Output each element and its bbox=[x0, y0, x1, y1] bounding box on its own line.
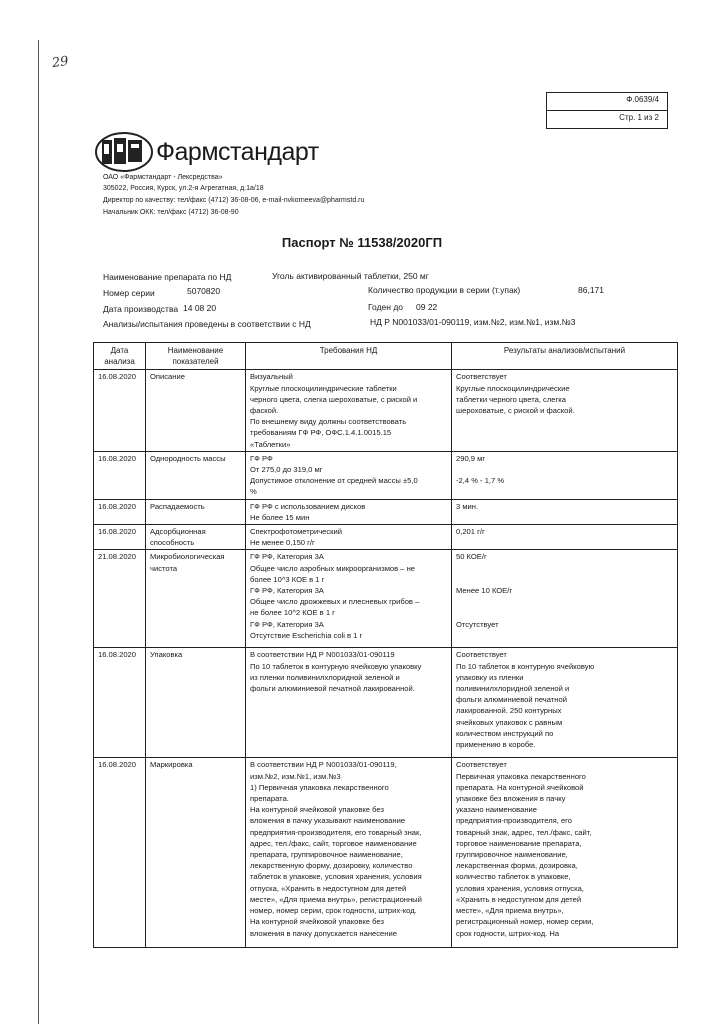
cell-line: применению в коробе. bbox=[456, 740, 536, 750]
cell-line: не более 10^2 КОЕ в 1 г bbox=[250, 608, 335, 618]
cell-line: «Хранить в недоступном для детей bbox=[456, 894, 582, 904]
cell-name bbox=[146, 550, 246, 648]
cell-date bbox=[94, 451, 146, 499]
production-date-value: 14 08 20 bbox=[183, 303, 217, 313]
cell-line: из пленки поливинилхлоридной зеленой и bbox=[250, 672, 400, 682]
cell-line: таблеток в упаковке, условия хранения, условия bbox=[250, 872, 422, 882]
cell-name bbox=[146, 499, 246, 524]
product-label: Наименование препарата по НД bbox=[103, 272, 232, 282]
cell-line: черного цвета, слегка шероховатые, с риской и bbox=[250, 394, 418, 404]
company-logo bbox=[94, 130, 319, 174]
table-row bbox=[94, 525, 678, 550]
cell-date bbox=[94, 758, 146, 948]
cell-line: Однородность массы bbox=[150, 453, 226, 463]
cell-line: товарный знак, адрес, тел./факс, сайт, bbox=[456, 827, 592, 837]
quantity-value: 86,171 bbox=[578, 285, 604, 295]
cell-line: лекарственную форму, дозировку, количество bbox=[250, 861, 413, 871]
cell-line: Общее число дрожжевых и плесневых грибов – bbox=[250, 597, 420, 607]
cell-line: ГФ РФ, Категория 3А bbox=[250, 552, 324, 562]
cell-line: упаковку из пленки bbox=[456, 672, 524, 682]
results-table bbox=[93, 342, 678, 948]
cell-line: 290,9 мг bbox=[456, 453, 486, 463]
cell-line: поливинилхлоридной зеленой и bbox=[456, 684, 570, 694]
cell-results bbox=[452, 370, 678, 451]
cell-results bbox=[452, 525, 678, 550]
table-row bbox=[94, 499, 678, 524]
cell-line: Соответствует bbox=[456, 650, 507, 660]
cell-line: лекарственная форма, дозировка, bbox=[456, 861, 578, 871]
cell-line: -2,4 % - 1,7 % bbox=[456, 476, 505, 486]
cell-line: 16.08.2020 bbox=[98, 372, 137, 382]
cell-date bbox=[94, 648, 146, 758]
cell-requirements bbox=[246, 370, 452, 451]
cell-line bbox=[456, 563, 673, 574]
cell-line: торговое наименование препарата, bbox=[456, 838, 582, 848]
cell-line: вложения в пачку допускается нанесение bbox=[250, 928, 397, 938]
cell-line: 1) Первичная упаковка лекарственного bbox=[250, 782, 389, 792]
cell-line: Менее 10 КОЕ/г bbox=[456, 586, 513, 596]
product-value: Уголь активированный таблетки, 250 мг bbox=[272, 271, 429, 281]
cell-line: более 10^3 КОЕ в 1 г bbox=[250, 574, 325, 584]
cell-line: требованиям ГФ РФ, ОФС.1.4.1.0015.15 bbox=[250, 428, 392, 438]
cell-requirements bbox=[246, 550, 452, 648]
expiry-value: 09 22 bbox=[416, 302, 438, 312]
form-code-box bbox=[546, 92, 668, 129]
cell-line bbox=[456, 574, 673, 585]
cell-requirements bbox=[246, 451, 452, 499]
analysis-standard-label: Анализы/испытания проведены в соответствии с НД bbox=[103, 319, 311, 329]
cell-date bbox=[94, 499, 146, 524]
cell-line bbox=[456, 464, 673, 475]
table-header-row bbox=[94, 343, 678, 370]
cell-line: 21.08.2020 bbox=[98, 552, 137, 562]
address-line: Начальник ОКК: тел/факс (4712) 36-08-90 bbox=[103, 209, 239, 216]
cell-line: 50 КОЕ/г bbox=[456, 552, 487, 562]
cell-line: ГФ РФ, Категория 3А bbox=[250, 619, 324, 629]
cell-line: таблетки черного цвета, слегка bbox=[456, 394, 566, 404]
cell-line: Микробиологическая bbox=[150, 552, 225, 562]
cell-line: ГФ РФ, Категория 3А bbox=[250, 586, 324, 596]
cell-line: 16.08.2020 bbox=[98, 453, 137, 463]
header-results: Результаты анализов/испытаний bbox=[452, 343, 678, 370]
cell-line: 16.08.2020 bbox=[98, 527, 137, 537]
cell-date bbox=[94, 370, 146, 451]
cell-name bbox=[146, 758, 246, 948]
cell-line: По 10 таблеток в контурную ячейковую bbox=[456, 661, 595, 671]
cell-line: способность bbox=[150, 538, 195, 548]
header-date: Дата анализа bbox=[94, 343, 146, 370]
cell-results bbox=[452, 758, 678, 948]
cell-line: Соответствует bbox=[456, 760, 507, 770]
cell-results bbox=[452, 499, 678, 524]
cell-line: Отсутствие Escherichia coli в 1 г bbox=[250, 630, 363, 640]
table-row bbox=[94, 758, 678, 948]
address-line: Директор по качеству: тел/факс (4712) 36-08-06, e-mail-nvkorneeva@pharmstd.ru bbox=[103, 197, 365, 204]
cell-line: предприятия-производителя, его товарный знак, bbox=[250, 827, 422, 837]
cell-results bbox=[452, 451, 678, 499]
expiry-label: Годен до bbox=[368, 302, 404, 312]
cell-line: Распадаемость bbox=[150, 501, 205, 511]
cell-line: номер, номер серии, срок годности, штрих-код. bbox=[250, 906, 417, 916]
cell-line: Круглые плоскоцилиндрические таблетки bbox=[250, 383, 397, 393]
cell-name bbox=[146, 451, 246, 499]
cell-line: Общее число аэробных микроорганизмов – не bbox=[250, 563, 416, 573]
cell-line: 16.08.2020 bbox=[98, 501, 137, 511]
cell-line: чистота bbox=[150, 563, 178, 573]
cell-results bbox=[452, 648, 678, 758]
cell-line: фольги алюминиевой печатной bbox=[456, 695, 567, 705]
cell-name bbox=[146, 525, 246, 550]
page-number: Стр. 1 из 2 bbox=[547, 110, 667, 128]
cell-line bbox=[456, 596, 673, 607]
cell-line: ячейковых упаковок с равным bbox=[456, 717, 563, 727]
cell-line: По внешнему виду должны соответствовать bbox=[250, 417, 407, 427]
cell-line: Соответствует bbox=[456, 372, 507, 382]
cell-line: условия хранения, условия отпуска, bbox=[456, 883, 584, 893]
cell-requirements bbox=[246, 499, 452, 524]
cell-date bbox=[94, 550, 146, 648]
cell-line: От 275,0 до 319,0 мг bbox=[250, 465, 323, 475]
cell-line: Допустимое отклонение от средней массы ±5,0 bbox=[250, 476, 418, 486]
cell-line: Не менее 0,150 г/г bbox=[250, 538, 315, 548]
cell-line: Первичная упаковка лекарственного bbox=[456, 771, 586, 781]
cell-requirements bbox=[246, 758, 452, 948]
cell-line: количеством инструкций по bbox=[456, 728, 554, 738]
cell-line: Не более 15 мин bbox=[250, 512, 310, 522]
cell-name bbox=[146, 648, 246, 758]
cell-line: группировочное наименование, bbox=[456, 850, 568, 860]
cell-line: ГФ РФ с использованием дисков bbox=[250, 501, 366, 511]
cell-line: регистрационный номер, номер серии, bbox=[456, 917, 594, 927]
cell-line: На контурной ячейковой упаковке без bbox=[250, 917, 384, 927]
cell-line: Упаковка bbox=[150, 650, 183, 660]
cell-line: количество таблеток в упаковке, bbox=[456, 872, 571, 882]
handwritten-page-number: 29 bbox=[51, 53, 70, 72]
logo-mark-icon bbox=[94, 130, 158, 174]
cell-line: В соответствии НД Р N001033/01-090119, bbox=[250, 760, 397, 770]
cell-line: Отсутствует bbox=[456, 619, 499, 629]
cell-line: лакированной. 250 контурных bbox=[456, 706, 562, 716]
cell-line: Круглые плоскоцилиндрические bbox=[456, 383, 570, 393]
cell-line: препарата. bbox=[250, 794, 289, 804]
cell-line: Спектрофотометрический bbox=[250, 527, 342, 537]
cell-line: фаской. bbox=[250, 406, 279, 416]
cell-line: указано наименование bbox=[456, 805, 538, 815]
cell-line: 3 мин. bbox=[456, 501, 479, 511]
quantity-label: Количество продукции в серии (т.упак) bbox=[368, 285, 521, 295]
cell-requirements bbox=[246, 525, 452, 550]
header-name: Наименование показателей bbox=[146, 343, 246, 370]
table-row bbox=[94, 648, 678, 758]
cell-line: 16.08.2020 bbox=[98, 650, 137, 660]
table-row bbox=[94, 370, 678, 451]
cell-line: месте», «Для приема внутрь», регистрационный bbox=[250, 894, 422, 904]
cell-line bbox=[456, 607, 673, 618]
cell-line: препарата. На контурной ячейковой bbox=[456, 782, 584, 792]
cell-requirements bbox=[246, 648, 452, 758]
cell-line: ГФ РФ bbox=[250, 453, 273, 463]
cell-line: адрес, тел./факс, сайт, торговое наименование bbox=[250, 838, 417, 848]
cell-line: шероховатые, с риской и фаской. bbox=[456, 406, 575, 416]
cell-line: предприятия-производителя, его bbox=[456, 816, 573, 826]
cell-line: вложения в пачку указывают наименование bbox=[250, 816, 406, 826]
cell-line: препарата, группировочное наименование, bbox=[250, 850, 403, 860]
cell-line: % bbox=[250, 487, 257, 497]
cell-line: срок годности, штрих-код. На bbox=[456, 928, 560, 938]
cell-line: Описание bbox=[150, 372, 185, 382]
cell-line: На контурной ячейковой упаковке без bbox=[250, 805, 384, 815]
cell-line: В соответствии НД Р N001033/01-090119 bbox=[250, 650, 395, 660]
table-row bbox=[94, 550, 678, 648]
cell-line: Маркировка bbox=[150, 760, 193, 770]
page-edge-line bbox=[38, 40, 39, 1024]
analysis-standard-value: НД Р N001033/01-090119, изм.№2, изм.№1, изм.№3 bbox=[370, 317, 576, 327]
table-row bbox=[94, 451, 678, 499]
cell-line: изм.№2, изм.№1, изм.№3 bbox=[250, 771, 341, 781]
cell-line: фольги алюминиевой печатной лакированной. bbox=[250, 684, 415, 694]
cell-line: По 10 таблеток в контурную ячейковую упаковку bbox=[250, 661, 422, 671]
cell-date bbox=[94, 525, 146, 550]
cell-line: «Таблетки» bbox=[250, 439, 291, 449]
header-requirements: Требования НД bbox=[246, 343, 452, 370]
cell-line: Адсорбционная bbox=[150, 527, 206, 537]
series-value: 5070820 bbox=[187, 286, 221, 296]
logo-text: Фармстандарт bbox=[156, 137, 319, 166]
cell-line: отпуска, «Хранить в недоступном для детей bbox=[250, 883, 407, 893]
form-code: Ф.0639/4 bbox=[626, 95, 659, 104]
cell-line: месте», «Для приема внутрь», bbox=[456, 906, 564, 916]
cell-line: 0,201 г/г bbox=[456, 527, 485, 537]
cell-results bbox=[452, 550, 678, 648]
address-line: 305022, Россия, Курск, ул.2-я Агрегатная, д.1а/18 bbox=[103, 185, 264, 192]
passport-title: Паспорт № 11538/2020ГП bbox=[281, 235, 443, 250]
cell-line: 16.08.2020 bbox=[98, 760, 137, 770]
cell-line: Визуальный bbox=[250, 372, 293, 382]
production-date-label: Дата производства bbox=[103, 304, 179, 314]
series-label: Номер серии bbox=[103, 288, 155, 298]
cell-name bbox=[146, 370, 246, 451]
cell-line: упаковке без вложения в пачку bbox=[456, 794, 566, 804]
address-line: ОАО «Фармстандарт - Лексредства» bbox=[103, 174, 223, 181]
